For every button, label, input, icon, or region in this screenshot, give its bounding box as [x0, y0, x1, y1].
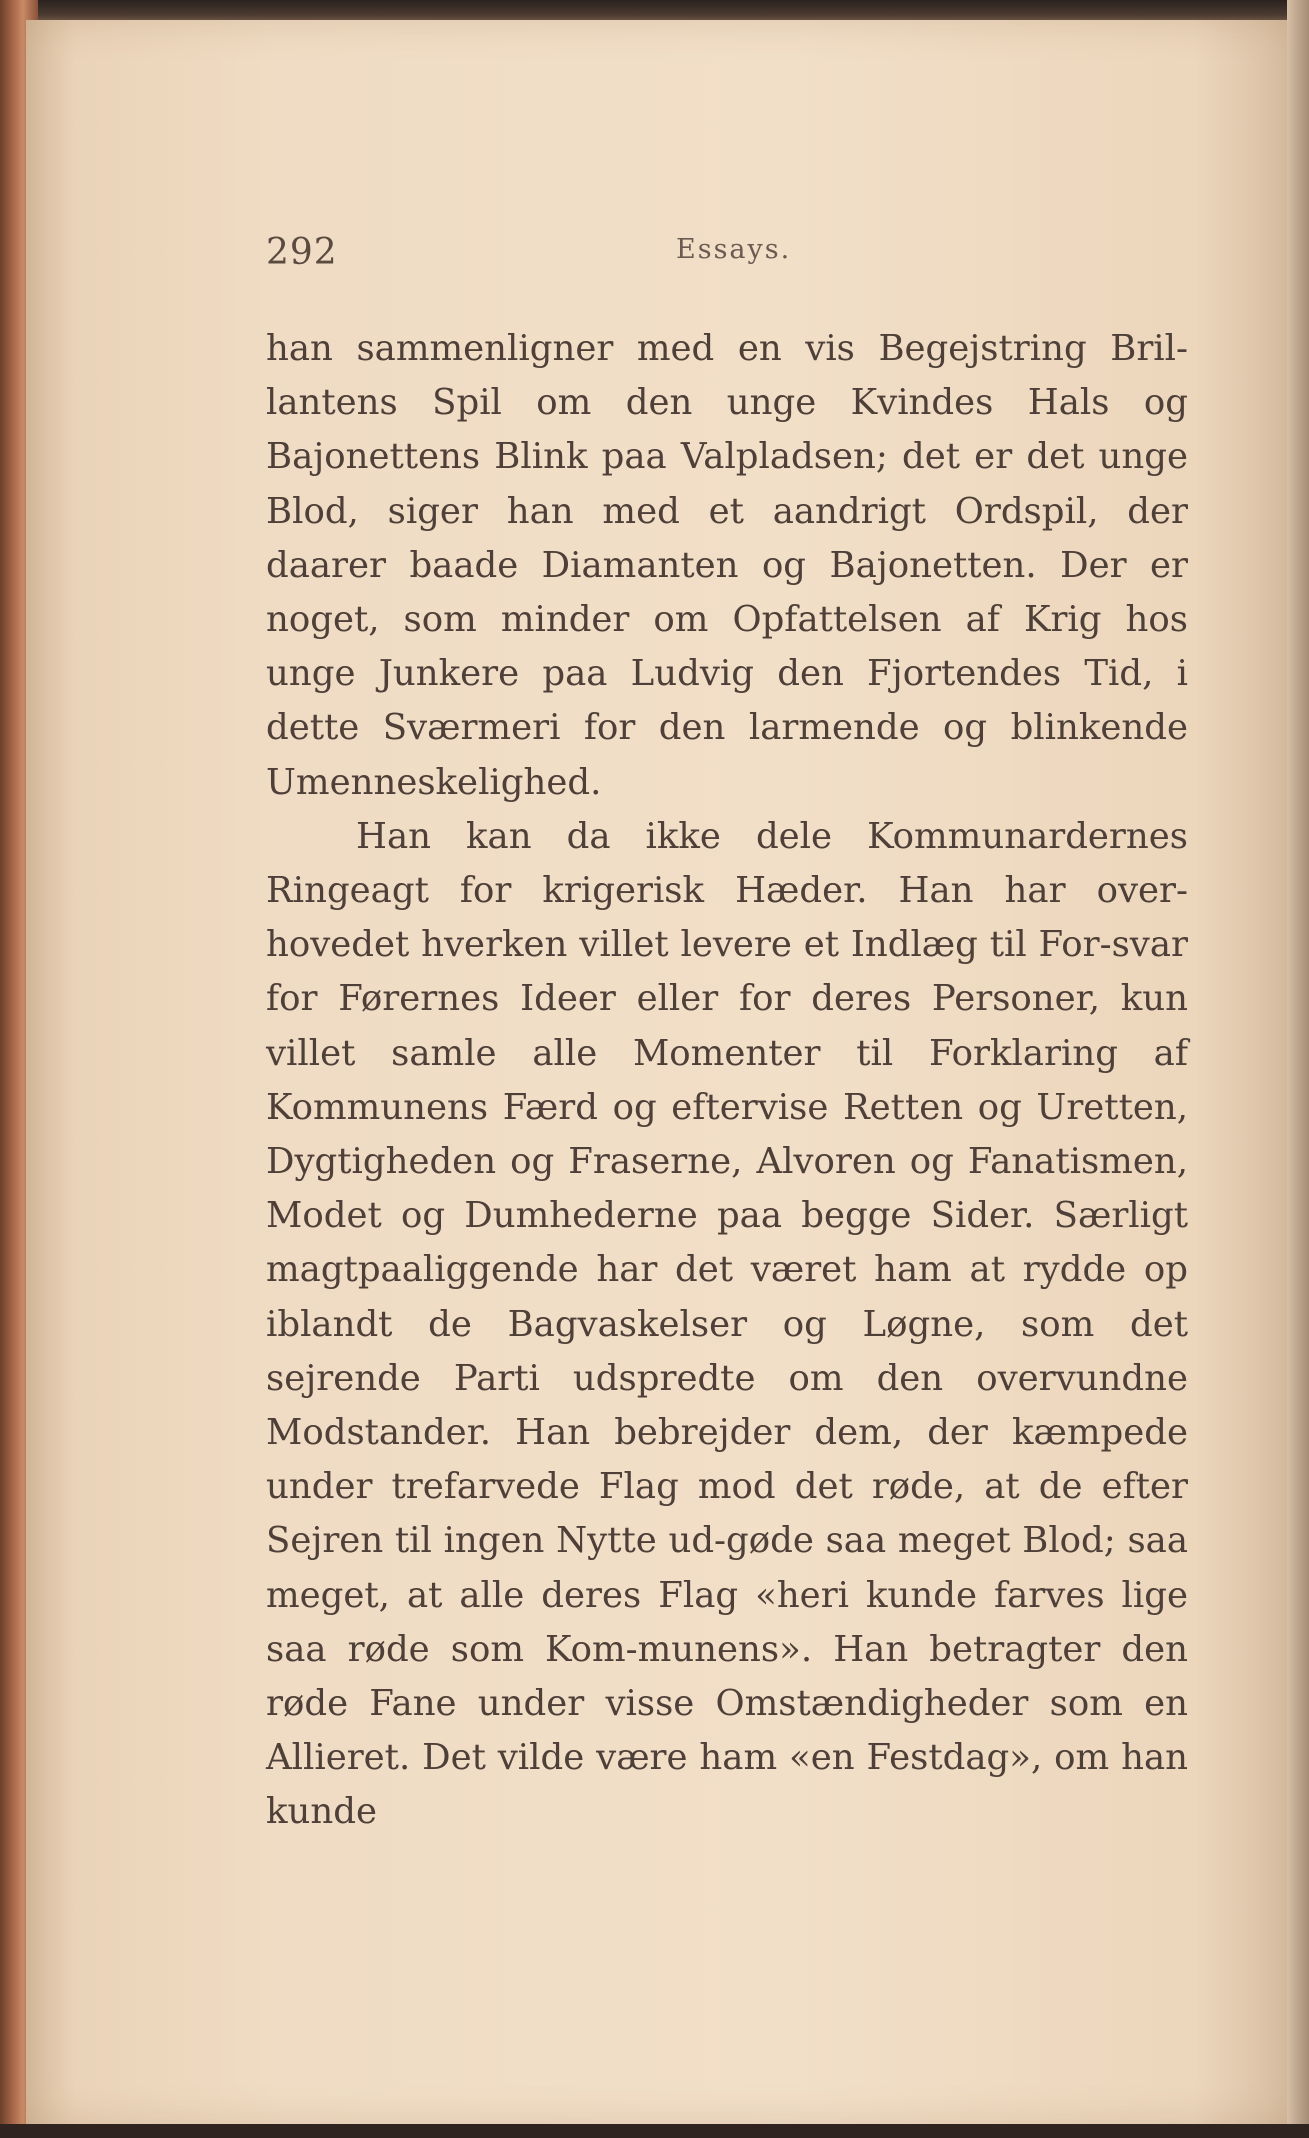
- running-title: Essays.: [676, 234, 792, 265]
- page-right-edge: [1287, 0, 1309, 2138]
- page-header: [266, 232, 1186, 282]
- page-bottom-edge: [0, 2124, 1309, 2138]
- paragraph-2: Han kan da ikke dele Kommunardernes Ringeagt for krigerisk Hæder. Han har over-hovedet hverken villet levere et Indlæg til For-svar for Førernes Ideer eller for deres Personer, kun villet samle alle Momenter til Forklaring af Kommunens Færd og eftervise Retten og Uretten, Dygtigheden og Fraserne, Alvoren og Fanatismen, Modet og Dumhederne paa begge Sider. Særligt magtpaaliggende har det været ham at rydde op iblandt de Bagvaskelser og Løgne, som det sejrende Parti udspredte om den overvundne Modstander. Han bebrejder dem, der kæmpede under trefarvede Flag mod det røde, at de efter Sejren til ingen Nytte ud-gøde saa meget Blod; saa meget, at alle deres Flag «heri kunde farves lige saa røde som Kom-munens». Han betragter den røde Fane under visse Omstændigheder som en Allieret. Det vilde være ham «en Festdag», om han kunde: [266, 815, 1188, 1833]
- page-number: 292: [266, 232, 338, 273]
- body-text: [266, 322, 1188, 1840]
- paragraph-1: han sammenligner med en vis Begejstring Bril-lantens Spil om den unge Kvindes Hals og Bajonettens Blink paa Valpladsen; det er det unge Blod, siger han med et aandrigt Ordspil, der daarer baade Diamanten og Bajonetten. Der er noget, som minder om Opfattelsen af Krig hos unge Junkere paa Ludvig den Fjortendes Tid, i dette Sværmeri for den larmende og blinkende Umenneskelighed.: [266, 328, 1188, 803]
